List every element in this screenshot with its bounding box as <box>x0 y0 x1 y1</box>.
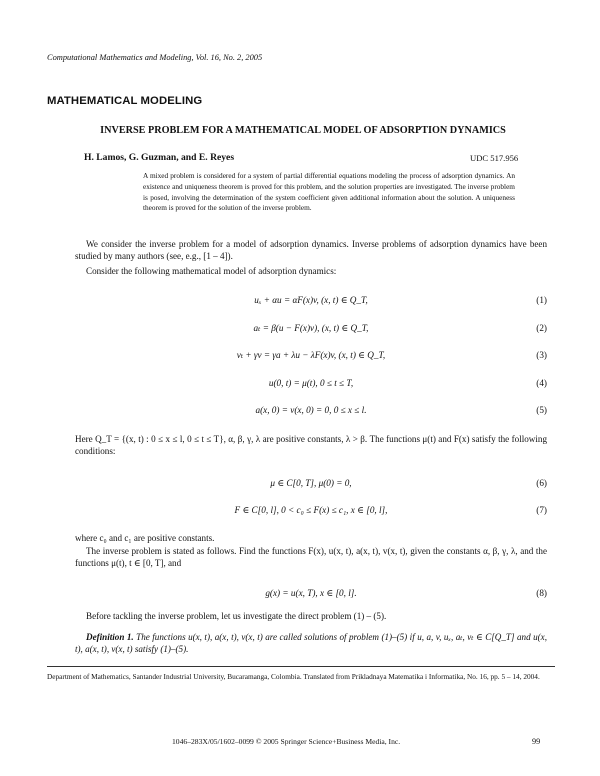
article-title: INVERSE PROBLEM FOR A MATHEMATICAL MODEL OF ADSORPTION DYNAMICS <box>100 125 506 136</box>
equation-4-expr: u(0, t) = μ(t), 0 ≤ t ≤ T, <box>268 378 354 388</box>
equation-4 <box>75 378 547 392</box>
paragraph-inverse: The inverse problem is stated as follows. Find the functions F(x), u(x, t), a(x, t), v(x, t), given the constants α, β, γ, λ, and the functions μ(t), t ∈ [0, T], and <box>75 546 547 568</box>
equation-6-expr: μ ∈ C[0, T], μ(0) = 0, <box>270 478 352 488</box>
equation-6-number: (6) <box>536 478 547 488</box>
equation-5 <box>75 405 547 419</box>
paragraph-direct: Before tackling the inverse problem, let us investigate the direct problem (1) – (5). <box>86 611 387 621</box>
equation-7-number: (7) <box>536 505 547 515</box>
paragraph-model: Consider the following mathematical model of adsorption dynamics: <box>86 266 337 276</box>
paragraph-intro: We consider the inverse problem for a model of adsorption dynamics. Inverse problems of adsorption dynamics have been studied by many authors (see, e.g., [1 – 4]). <box>75 239 547 261</box>
equation-1-number: (1) <box>536 295 547 305</box>
equation-3 <box>75 350 547 364</box>
equation-6 <box>75 478 547 492</box>
page-number: 99 <box>532 737 541 746</box>
equation-3-number: (3) <box>536 350 547 360</box>
journal-citation: Computational Mathematics and Modeling, Vol. 16, No. 2, 2005 <box>47 53 263 62</box>
paragraph-conditions: Here Q_T = {(x, t) : 0 ≤ x ≤ l, 0 ≤ t ≤ T}, α, β, γ, λ are positive constants, λ > β. The functions μ(t) and F(x) satisfy the following conditions: <box>75 434 547 456</box>
equation-5-expr: a(x, 0) = v(x, 0) = 0, 0 ≤ x ≤ l. <box>255 405 367 415</box>
section-heading: MATHEMATICAL MODELING <box>47 95 203 107</box>
udc-code: UDC 517.956 <box>470 153 519 163</box>
equation-1 <box>75 295 547 309</box>
equation-1-expr: uₓ + αu = αF(x)v, (x, t) ∈ Q_T, <box>254 295 368 305</box>
equation-8 <box>75 588 547 602</box>
equation-2-expr: aₜ = β(u − F(x)v), (x, t) ∈ Q_T, <box>253 323 369 333</box>
equation-3-expr: vₜ + γv = γa + λu − λF(x)v, (x, t) ∈ Q_T, <box>236 350 386 360</box>
equation-8-number: (8) <box>536 588 547 598</box>
equation-4-number: (4) <box>536 378 547 388</box>
footnote: Department of Mathematics, Santander Industrial University, Bucaramanga, Colombia. Translated from Prikladnaya Matematika i Informatika, No. 16, pp. 5 – 14, 2004. <box>47 672 540 681</box>
equation-5-number: (5) <box>536 405 547 415</box>
abstract: A mixed problem is considered for a system of partial differential equations modeling the process of adsorption dynamics. An existence and uniqueness theorem is proved for this problem, and the solution properties are investigated. The inverse problem is posed, involving the determination of the system coefficient given additional information about the solution. A uniqueness theorem is proved for the solution of the inverse problem. <box>143 171 515 213</box>
equation-7 <box>75 505 547 519</box>
equation-8-expr: g(x) = u(x, T), x ∈ [0, l]. <box>265 588 357 598</box>
definition-text: The functions u(x, t), a(x, t), v(x, t) are called solutions of problem (1)–(5) if u, a, v, uₓ, aₜ, vₜ ∈ C[Q_T] and u(x, t), a(x, t), v(x, t) satisfy (1)–(5). <box>75 632 547 654</box>
footer-copyright: 1046–283X/05/1602–0099 © 2005 Springer Science+Business Media, Inc. <box>172 737 401 746</box>
authors: H. Lamos, G. Guzman, and E. Reyes <box>84 152 235 163</box>
equation-7-expr: F ∈ C[0, l], 0 < c₀ ≤ F(x) ≤ c₁, x ∈ [0, l], <box>234 505 388 515</box>
equation-2 <box>75 323 547 337</box>
footnote-divider <box>47 666 555 667</box>
definition-label: Definition 1. <box>86 632 134 642</box>
equation-2-number: (2) <box>536 323 547 333</box>
paragraph-constants: where c₀ and c₁ are positive constants. <box>75 533 215 543</box>
definition-1 <box>75 632 547 655</box>
